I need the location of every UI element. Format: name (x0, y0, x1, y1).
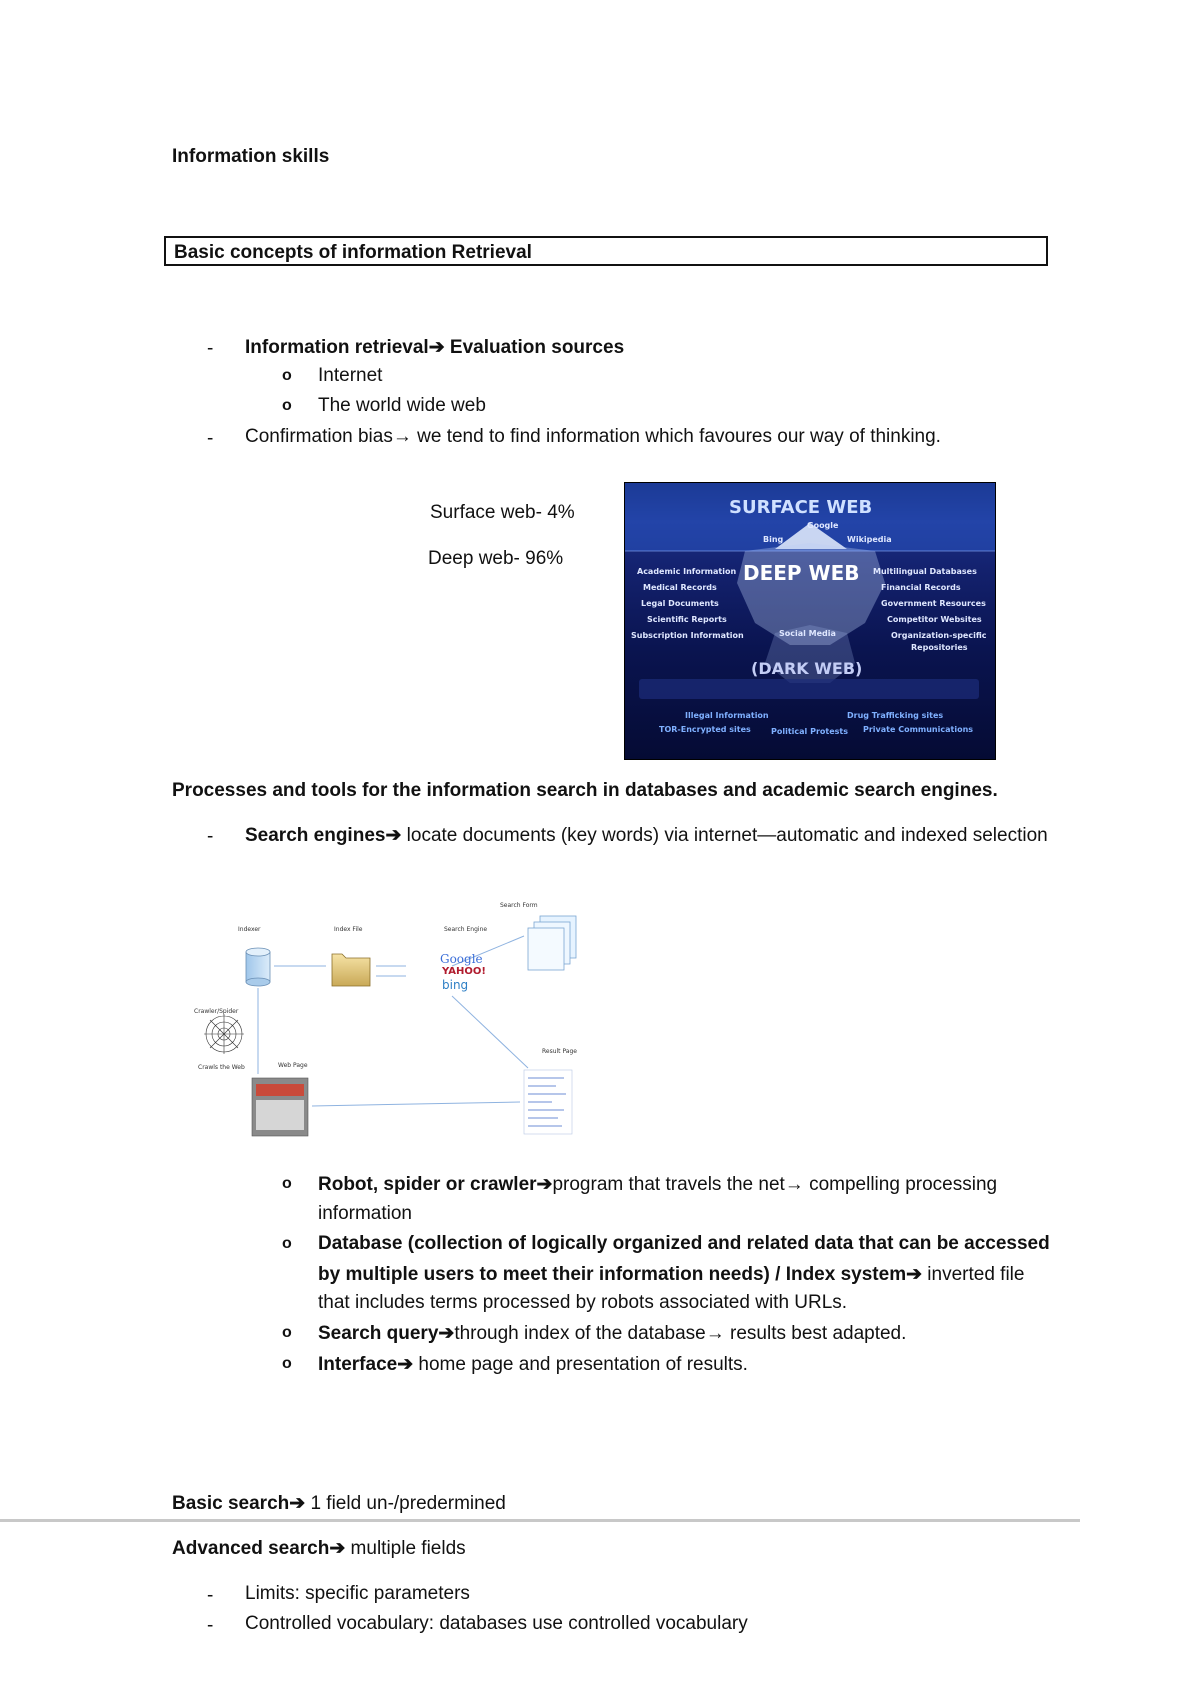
sub-bullet-internet: Internet (318, 365, 383, 386)
diagram-crawler-label: Crawler/Spider (194, 1008, 239, 1015)
processes-heading: Processes and tools for the information search in databases and academic search engines. (172, 780, 998, 801)
iceberg-bottom-item: Drug Trafficking sites (847, 711, 944, 720)
sub-item-database-cont (318, 1263, 1024, 1286)
bullet-dash: - (207, 826, 214, 847)
sub-item-database: Database (collection of logically organized and related data that can be accessed (318, 1233, 1050, 1254)
iceberg-dark-label: (DARK WEB) (751, 659, 863, 678)
sub-bullet-marker: o (282, 1235, 292, 1252)
section-heading: Basic concepts of information Retrieval (174, 242, 532, 263)
diagram-result-page-label: Result Page (542, 1048, 577, 1055)
database-cont-bold: by multiple users to meet their information needs) / Index system➔ (318, 1264, 923, 1285)
sub-item-database-cont2: that includes terms processed by robots associated with URLs. (318, 1292, 848, 1313)
bullet-confirmation-bias: Confirmation bias→ we tend to find information which favoures our way of thinking. (245, 426, 941, 447)
interface-bold: Interface➔ (318, 1354, 414, 1375)
bullet-dash: - (207, 1585, 214, 1606)
basic-search-bold: Basic search➔ (172, 1493, 306, 1514)
iceberg-wikipedia: Wikipedia (847, 535, 892, 544)
sub-bullet-marker: o (282, 1175, 292, 1192)
sub-item-robot-cont: information (318, 1203, 412, 1224)
advanced-search-line (172, 1537, 466, 1560)
diagram-crawls-label: Crawls the Web (198, 1064, 245, 1071)
diagram-search-form-label: Search Form (500, 902, 538, 909)
iceberg-bing: Bing (763, 535, 784, 544)
database-cont-rest: inverted file (922, 1264, 1025, 1285)
sub-item-robot (318, 1173, 997, 1196)
bullet-limits: Limits: specific parameters (245, 1583, 470, 1604)
iceberg-right-item: Government Resources (881, 599, 986, 608)
search-query-bold: Search query➔ (318, 1323, 455, 1344)
robot-bold: Robot, spider or crawler➔ (318, 1174, 553, 1195)
iceberg-right-item: Repositories (911, 643, 968, 652)
deep-web-text: Deep web- 96% (428, 548, 564, 569)
bullet-information-retrieval: Information retrieval➔ Evaluation sources (245, 337, 625, 358)
robot-rest: program that travels the net→ compelling processing (552, 1174, 998, 1195)
iceberg-right-item: Competitor Websites (887, 615, 982, 624)
bullet-controlled-vocabulary: Controlled vocabulary: databases use controlled vocabulary (245, 1613, 748, 1634)
sub-item-search-query (318, 1322, 906, 1345)
bullet-dash: - (207, 428, 214, 449)
search-query-rest: through index of the database→ results best adapted. (454, 1323, 907, 1344)
bullet-search-engines (245, 824, 1048, 847)
iceberg-bottom-item: Illegal Information (685, 711, 769, 720)
sub-bullet-marker: o (282, 1355, 292, 1372)
sub-bullet-marker: o (282, 397, 292, 414)
document-title: Information skills (172, 146, 330, 167)
sub-bullet-marker: o (282, 367, 292, 384)
iceberg-right-item: Organization-specific (891, 631, 987, 640)
iceberg-bottom-item: Private Communications (863, 725, 974, 734)
iceberg-left-item: Legal Documents (641, 599, 719, 608)
iceberg-right-item: Multilingual Databases (873, 567, 977, 576)
search-engines-bold: Search engines➔ (245, 825, 402, 846)
iceberg-left-item: Subscription Information (631, 631, 744, 640)
diagram-search-engine-label: Search Engine (444, 926, 488, 933)
iceberg-image (624, 482, 996, 760)
sub-item-interface (318, 1353, 748, 1376)
iceberg-bottom-item: Political Protests (771, 727, 848, 736)
search-engines-rest: locate documents (key words) via internet—automatic and indexed selection (401, 825, 1048, 846)
diagram-bing-logo: bing (442, 978, 469, 992)
iceberg-google: Google (807, 521, 839, 530)
bullet-dash: - (207, 338, 214, 359)
basic-search-line (172, 1492, 506, 1515)
iceberg-left-item: Academic Information (637, 567, 737, 576)
basic-search-rest: 1 field un-/predermined (305, 1493, 506, 1514)
section-heading-box (164, 236, 1048, 266)
diagram-web-page-label: Web Page (278, 1062, 308, 1069)
sub-bullet-www: The world wide web (318, 395, 486, 416)
iceberg-left-item: Medical Records (643, 583, 717, 592)
interface-rest: home page and presentation of results. (413, 1354, 748, 1375)
iceberg-bottom-item: TOR-Encrypted sites (659, 725, 751, 734)
diagram-yahoo-logo: YAHOO! (442, 966, 486, 977)
iceberg-surface-label: SURFACE WEB (729, 497, 873, 518)
advanced-search-rest: multiple fields (345, 1538, 466, 1559)
iceberg-right-item: Financial Records (881, 583, 961, 592)
sub-bullet-marker: o (282, 1324, 292, 1341)
diagram-google-logo: Google (440, 952, 483, 966)
iceberg-social-media: Social Media (779, 629, 836, 638)
horizontal-divider (0, 1519, 1080, 1522)
bullet-dash: - (207, 1615, 214, 1636)
iceberg-deep-label: DEEP WEB (743, 561, 860, 585)
search-engine-diagram (194, 896, 590, 1142)
surface-web-text: Surface web- 4% (430, 502, 575, 523)
advanced-search-bold: Advanced search➔ (172, 1538, 346, 1559)
diagram-indexer-label: Indexer (238, 926, 261, 933)
diagram-index-file-label: Index File (334, 926, 363, 933)
iceberg-left-item: Scientific Reports (647, 615, 727, 624)
